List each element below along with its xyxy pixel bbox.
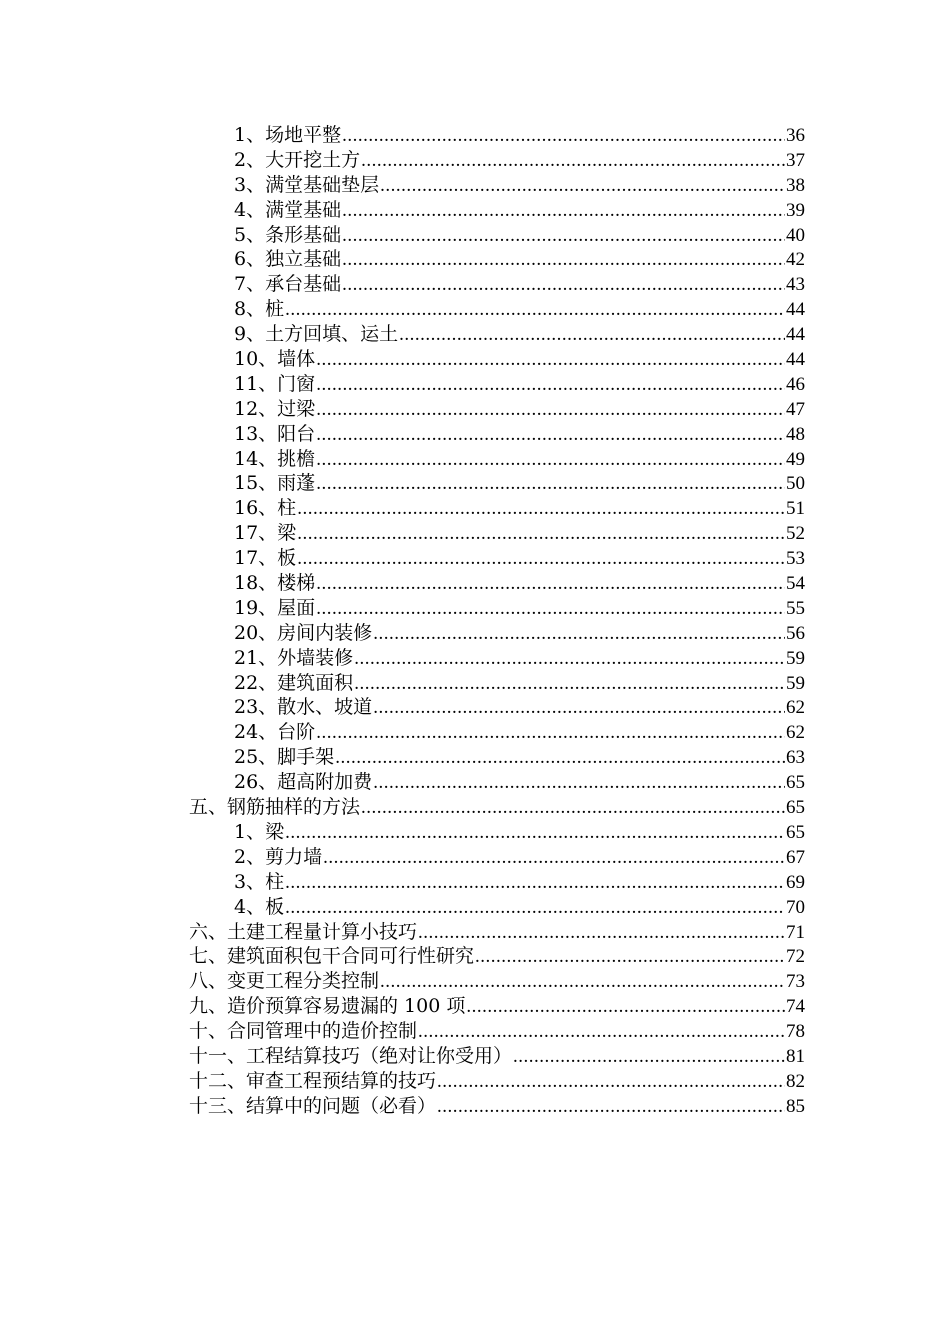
toc-entry-label: 十一、工程结算技巧（绝对让你受用） bbox=[189, 1044, 513, 1067]
toc-entry-page: 62 bbox=[786, 722, 805, 744]
toc-entry-page: 52 bbox=[786, 523, 805, 545]
toc-entry-label: 13、阳台 bbox=[234, 422, 316, 445]
toc-dot-leader bbox=[316, 572, 785, 597]
toc-dot-leader bbox=[354, 672, 785, 697]
toc-entry-label: 10、墙体 bbox=[234, 348, 316, 371]
toc-dot-leader bbox=[335, 746, 785, 771]
toc-entry[interactable] bbox=[189, 895, 805, 920]
toc-dot-leader bbox=[354, 647, 785, 672]
toc-dot-leader bbox=[316, 373, 785, 398]
toc-entry-label: 六、土建工程量计算小技巧 bbox=[189, 920, 418, 943]
toc-entry-page: 70 bbox=[786, 896, 805, 918]
toc-dot-leader bbox=[297, 522, 785, 547]
toc-dot-leader bbox=[342, 199, 785, 224]
toc-entry-label: 3、满堂基础垫层 bbox=[234, 173, 380, 196]
toc-entry-label: 18、楼梯 bbox=[234, 572, 316, 595]
toc-dot-leader bbox=[342, 273, 785, 298]
toc-entry-label: 4、板 bbox=[234, 895, 285, 918]
toc-entry-label: 20、房间内装修 bbox=[234, 621, 373, 644]
toc-entry-page: 40 bbox=[786, 224, 805, 246]
toc-entry-label: 九、造价预算容易遗漏的 100 项 bbox=[189, 995, 466, 1018]
toc-entry-page: 65 bbox=[786, 797, 805, 819]
toc-dot-leader bbox=[316, 448, 785, 473]
toc-dot-leader bbox=[342, 124, 785, 149]
toc-entry-label: 17、梁 bbox=[234, 522, 297, 545]
toc-entry-page: 49 bbox=[786, 448, 805, 470]
table-of-contents bbox=[189, 123, 805, 1119]
toc-entry-label: 8、桩 bbox=[234, 298, 285, 321]
toc-entry-label: 5、条形基础 bbox=[234, 223, 342, 246]
toc-entry-label: 七、建筑面积包干合同可行性研究 bbox=[189, 945, 475, 968]
toc-dot-leader bbox=[373, 622, 785, 647]
toc-entry[interactable] bbox=[189, 173, 805, 198]
toc-entry[interactable] bbox=[189, 372, 805, 397]
toc-entry-page: 39 bbox=[786, 199, 805, 221]
toc-entry-page: 42 bbox=[786, 249, 805, 271]
toc-entry[interactable] bbox=[189, 720, 805, 745]
toc-entry[interactable] bbox=[189, 795, 805, 820]
toc-entry-page: 67 bbox=[786, 846, 805, 868]
toc-entry-label: 25、脚手架 bbox=[234, 746, 335, 769]
toc-entry-label: 22、建筑面积 bbox=[234, 671, 354, 694]
toc-entry-label: 14、挑檐 bbox=[234, 447, 316, 470]
toc-dot-leader bbox=[285, 298, 785, 323]
toc-entry-label: 17、板 bbox=[234, 547, 297, 570]
toc-entry-page: 51 bbox=[786, 498, 805, 520]
toc-entry-page: 56 bbox=[786, 622, 805, 644]
toc-entry-page: 59 bbox=[786, 647, 805, 669]
toc-entry-page: 53 bbox=[786, 548, 805, 570]
toc-entry[interactable] bbox=[189, 347, 805, 372]
toc-entry-label: 2、剪力墙 bbox=[234, 845, 323, 868]
toc-entry-label: 1、梁 bbox=[234, 820, 285, 843]
toc-entry-page: 72 bbox=[786, 946, 805, 968]
toc-entry-label: 26、超高附加费 bbox=[234, 771, 373, 794]
toc-entry-page: 48 bbox=[786, 423, 805, 445]
toc-entry-label: 12、过梁 bbox=[234, 397, 316, 420]
toc-entry-page: 44 bbox=[786, 299, 805, 321]
toc-entry-page: 36 bbox=[786, 125, 805, 146]
toc-entry-page: 71 bbox=[786, 921, 805, 943]
toc-entry-label: 15、雨蓬 bbox=[234, 472, 316, 495]
toc-entry[interactable] bbox=[189, 571, 805, 596]
toc-entry[interactable] bbox=[189, 1094, 805, 1119]
toc-entry-page: 73 bbox=[786, 971, 805, 993]
toc-entry-page: 74 bbox=[786, 996, 805, 1018]
toc-dot-leader bbox=[373, 771, 785, 796]
toc-dot-leader bbox=[361, 796, 785, 821]
toc-entry-page: 44 bbox=[786, 324, 805, 346]
toc-entry-page: 54 bbox=[786, 573, 805, 595]
toc-entry[interactable] bbox=[189, 198, 805, 223]
toc-entry-page: 65 bbox=[786, 821, 805, 843]
toc-entry-page: 69 bbox=[786, 871, 805, 893]
toc-entry[interactable] bbox=[189, 521, 805, 546]
toc-dot-leader bbox=[297, 547, 785, 572]
toc-dot-leader bbox=[316, 348, 785, 373]
toc-entry[interactable] bbox=[189, 646, 805, 671]
toc-entry[interactable] bbox=[189, 397, 805, 422]
toc-dot-leader bbox=[316, 423, 785, 448]
toc-entry-page: 82 bbox=[786, 1070, 805, 1092]
toc-entry-label: 6、独立基础 bbox=[234, 248, 342, 271]
toc-dot-leader bbox=[361, 149, 785, 174]
toc-entry[interactable] bbox=[189, 671, 805, 696]
toc-dot-leader bbox=[399, 323, 785, 348]
toc-entry[interactable] bbox=[189, 596, 805, 621]
toc-entry-label: 十三、结算中的问题（必看） bbox=[189, 1094, 437, 1117]
toc-dot-leader bbox=[342, 248, 785, 273]
toc-entry-page: 85 bbox=[786, 1095, 805, 1117]
toc-entry-page: 46 bbox=[786, 373, 805, 395]
toc-dot-leader bbox=[437, 1070, 785, 1095]
toc-entry-label: 八、变更工程分类控制 bbox=[189, 970, 380, 993]
toc-entry-label: 24、台阶 bbox=[234, 721, 316, 744]
toc-entry[interactable] bbox=[189, 969, 805, 994]
toc-dot-leader bbox=[297, 497, 785, 522]
toc-entry[interactable] bbox=[189, 247, 805, 272]
toc-dot-leader bbox=[316, 721, 785, 746]
toc-entry[interactable] bbox=[189, 322, 805, 347]
toc-entry[interactable] bbox=[189, 447, 805, 472]
toc-entry-label: 23、散水、坡道 bbox=[234, 696, 373, 719]
toc-dot-leader bbox=[373, 696, 785, 721]
toc-entry[interactable] bbox=[189, 695, 805, 720]
toc-entry[interactable] bbox=[189, 1044, 805, 1069]
toc-entry-label: 16、柱 bbox=[234, 497, 297, 520]
toc-entry-page: 37 bbox=[786, 149, 805, 171]
toc-entry[interactable] bbox=[189, 770, 805, 795]
toc-entry[interactable] bbox=[189, 422, 805, 447]
toc-entry-label: 3、柱 bbox=[234, 870, 285, 893]
toc-entry-label: 9、土方回填、运土 bbox=[234, 323, 399, 346]
toc-dot-leader bbox=[475, 945, 785, 970]
toc-entry-page: 59 bbox=[786, 672, 805, 694]
toc-entry-page: 65 bbox=[786, 772, 805, 794]
toc-entry-label: 19、屋面 bbox=[234, 596, 316, 619]
toc-entry[interactable] bbox=[189, 223, 805, 248]
toc-dot-leader bbox=[285, 821, 785, 846]
toc-entry-page: 55 bbox=[786, 597, 805, 619]
toc-dot-leader bbox=[418, 921, 785, 946]
toc-entry-label: 十二、审查工程预结算的技巧 bbox=[189, 1069, 437, 1092]
toc-entry-label: 7、承台基础 bbox=[234, 273, 342, 296]
toc-entry-label: 11、门窗 bbox=[234, 372, 316, 395]
toc-entry[interactable] bbox=[189, 994, 805, 1019]
toc-entry[interactable] bbox=[189, 621, 805, 646]
toc-entry[interactable] bbox=[189, 546, 805, 571]
toc-dot-leader bbox=[285, 871, 785, 896]
toc-dot-leader bbox=[342, 224, 785, 249]
toc-entry-page: 63 bbox=[786, 747, 805, 769]
toc-entry-page: 38 bbox=[786, 174, 805, 196]
toc-entry[interactable] bbox=[189, 496, 805, 521]
toc-entry[interactable] bbox=[189, 920, 805, 945]
toc-entry[interactable] bbox=[189, 297, 805, 322]
toc-dot-leader bbox=[437, 1095, 785, 1120]
toc-dot-leader bbox=[316, 597, 785, 622]
toc-entry-page: 81 bbox=[786, 1045, 805, 1067]
toc-entry-page: 44 bbox=[786, 349, 805, 371]
toc-entry[interactable] bbox=[189, 1069, 805, 1094]
toc-dot-leader bbox=[316, 398, 785, 423]
toc-entry[interactable] bbox=[189, 148, 805, 173]
toc-entry-label: 21、外墙装修 bbox=[234, 646, 354, 669]
toc-dot-leader bbox=[380, 970, 785, 995]
toc-entry-page: 43 bbox=[786, 274, 805, 296]
toc-dot-leader bbox=[316, 472, 785, 497]
toc-entry-page: 47 bbox=[786, 398, 805, 420]
toc-entry-page: 62 bbox=[786, 697, 805, 719]
toc-entry-label: 1、场地平整 bbox=[234, 124, 342, 146]
toc-entry-page: 50 bbox=[786, 473, 805, 495]
toc-entry-label: 五、钢筋抽样的方法 bbox=[189, 796, 361, 819]
toc-entry[interactable] bbox=[189, 471, 805, 496]
toc-entry[interactable] bbox=[189, 123, 805, 148]
toc-dot-leader bbox=[323, 846, 785, 871]
toc-entry[interactable] bbox=[189, 820, 805, 845]
toc-entry-label: 2、大开挖土方 bbox=[234, 148, 361, 171]
toc-dot-leader bbox=[418, 1020, 785, 1045]
toc-dot-leader bbox=[380, 174, 785, 199]
toc-entry[interactable] bbox=[189, 745, 805, 770]
toc-entry[interactable] bbox=[189, 870, 805, 895]
toc-entry-label: 4、满堂基础 bbox=[234, 198, 342, 221]
toc-entry[interactable] bbox=[189, 845, 805, 870]
toc-entry-page: 78 bbox=[786, 1021, 805, 1043]
toc-entry[interactable] bbox=[189, 272, 805, 297]
toc-entry[interactable] bbox=[189, 944, 805, 969]
toc-entry[interactable] bbox=[189, 1019, 805, 1044]
toc-dot-leader bbox=[513, 1045, 785, 1070]
toc-dot-leader bbox=[466, 995, 785, 1020]
toc-entry-label: 十、合同管理中的造价控制 bbox=[189, 1020, 418, 1043]
toc-dot-leader bbox=[285, 896, 785, 921]
